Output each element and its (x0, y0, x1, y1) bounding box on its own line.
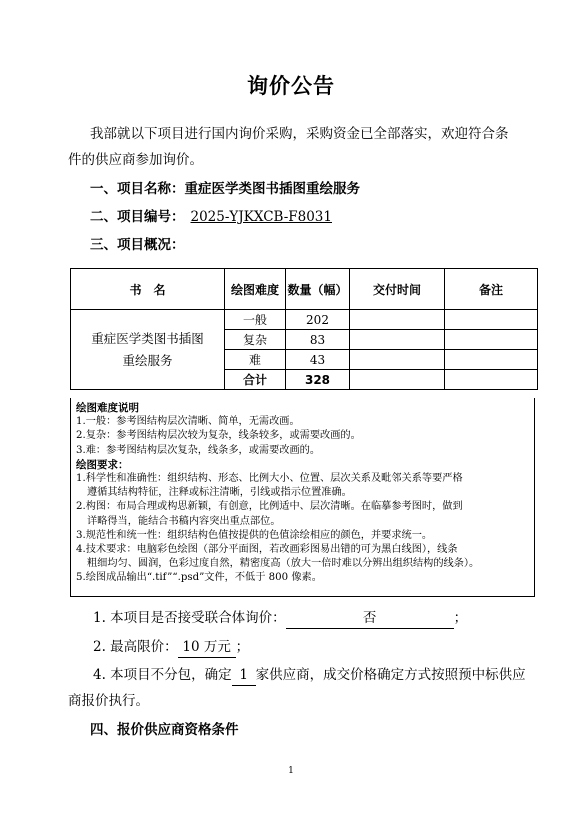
requirement-item: 1.科学性和准确性：组织结构、形态、比例大小、位置、层次关系及毗邻关系等要严格 (76, 473, 463, 485)
section-project-number (90, 207, 334, 227)
delivery-cell (350, 350, 445, 370)
requirement-item-cont: 粗细均匀、圆润，色彩过度自然，精密度高（放大一倍时难以分辨出组织结构的线条）。 (87, 558, 480, 570)
section-qualifications (90, 720, 239, 740)
section-overview (90, 235, 185, 255)
remark-cell (445, 310, 538, 330)
item-max-price (93, 637, 249, 658)
item-max-price-end: ； (235, 639, 250, 655)
table-header-cell: 书 名 (71, 269, 225, 310)
item-consortium-value: 否 (286, 608, 454, 629)
book-name-line1: 重症医学类图书插图 (91, 330, 204, 346)
table-header-row (71, 269, 538, 310)
total-label-cell: 合计 (225, 370, 286, 390)
table-header-cell: 备注 (445, 269, 538, 310)
section-qualifications-label: 四、报价供应商资格条件 (90, 722, 239, 738)
count-cell: 83 (286, 330, 350, 350)
intro-paragraph-line1: 我部就以下项目进行国内询价采购，采购资金已全部落实，欢迎符合条 (90, 126, 509, 142)
remark-cell (445, 350, 538, 370)
count-cell: 202 (286, 310, 350, 330)
item-consortium-end: ； (453, 610, 468, 626)
book-name-line2: 重绘服务 (122, 352, 173, 368)
section-overview-label: 三、项目概况： (90, 237, 185, 253)
page-title: 询价公告 (247, 74, 335, 98)
delivery-cell (350, 370, 445, 390)
delivery-cell (350, 310, 445, 330)
notes-box (70, 398, 535, 597)
requirement-item: 4.技术要求：电脑彩色绘图（部分平面图，若改画彩图易出错的可为黑白线图），线条 (76, 544, 458, 556)
item-suppliers-suffix: 家供应商，成交价格确定方式按照预中标供应 (255, 667, 526, 683)
table-header-cell: 交付时间 (350, 269, 445, 310)
difficulty-note-item: 1.一般：参考图结构层次清晰、简单，无需改画。 (76, 416, 300, 428)
item-max-price-value: 10 万元 (178, 637, 236, 658)
difficulty-cell: 复杂 (225, 330, 286, 350)
item-suppliers-count: 1 (232, 665, 256, 686)
item-max-price-label: 2. 最高限价： (93, 639, 178, 655)
book-name-cell (71, 310, 225, 390)
requirement-item: 5.绘图成品输出“.tif”“.psd”文件，不低于 800 像素。 (76, 572, 322, 584)
table-header-cell: 绘图难度 (225, 269, 286, 310)
difficulty-note-item: 3.难：参考图结构层次复杂，线条多，或需要改画的。 (76, 444, 321, 456)
requirement-item-cont: 详略得当，能结合书稿内容突出重点部位。 (87, 515, 281, 527)
section-project-name-value: 重症医学类图书插图重绘服务 (184, 181, 360, 197)
item-suppliers-prefix: 4. 本项目不分包，确定 (93, 667, 232, 683)
requirements-heading: 绘图要求： (76, 458, 129, 471)
requirement-item: 3.规范性和统一性：组织结构色值按提供的色值涂绘相应的颜色，并要求统一。 (76, 529, 433, 541)
section-project-name (90, 179, 360, 199)
section-project-number-value: 2025-YJKXCB-F8031 (190, 209, 332, 225)
item-suppliers-line2: 商报价执行。 (68, 693, 149, 709)
difficulty-cell: 难 (225, 350, 286, 370)
total-value-cell: 328 (286, 370, 350, 390)
remark-cell (445, 370, 538, 390)
item-suppliers (93, 665, 526, 686)
item-consortium (93, 608, 467, 629)
delivery-cell (350, 330, 445, 350)
difficulty-note-item: 2.复杂：参考图结构层次较为复杂，线条较多，或需要改画的。 (76, 430, 361, 442)
section-project-name-label: 一、项目名称： (90, 181, 185, 197)
difficulty-notes-heading: 绘图难度说明 (76, 402, 139, 414)
intro-paragraph-line2: 件的供应商参加询价。 (68, 152, 203, 168)
page-number: 1 (288, 766, 294, 776)
remark-cell (445, 330, 538, 350)
table-header-cell: 数量（幅） (286, 269, 350, 310)
section-project-number-label: 二、项目编号： (90, 209, 185, 225)
requirement-item: 2.构图：布局合理或构思新颖，有创意，比例适中、层次清晰。在临摹参考图时，做到 (76, 501, 463, 513)
overview-table (70, 268, 538, 390)
requirement-item-cont: 遵循其结构特征，注释或标注清晰，引线或指示位置准确。 (87, 487, 352, 499)
table-row (71, 310, 538, 330)
count-cell: 43 (286, 350, 350, 370)
difficulty-cell: 一般 (225, 310, 286, 330)
item-consortium-label: 1. 本项目是否接受联合体询价： (93, 610, 286, 626)
